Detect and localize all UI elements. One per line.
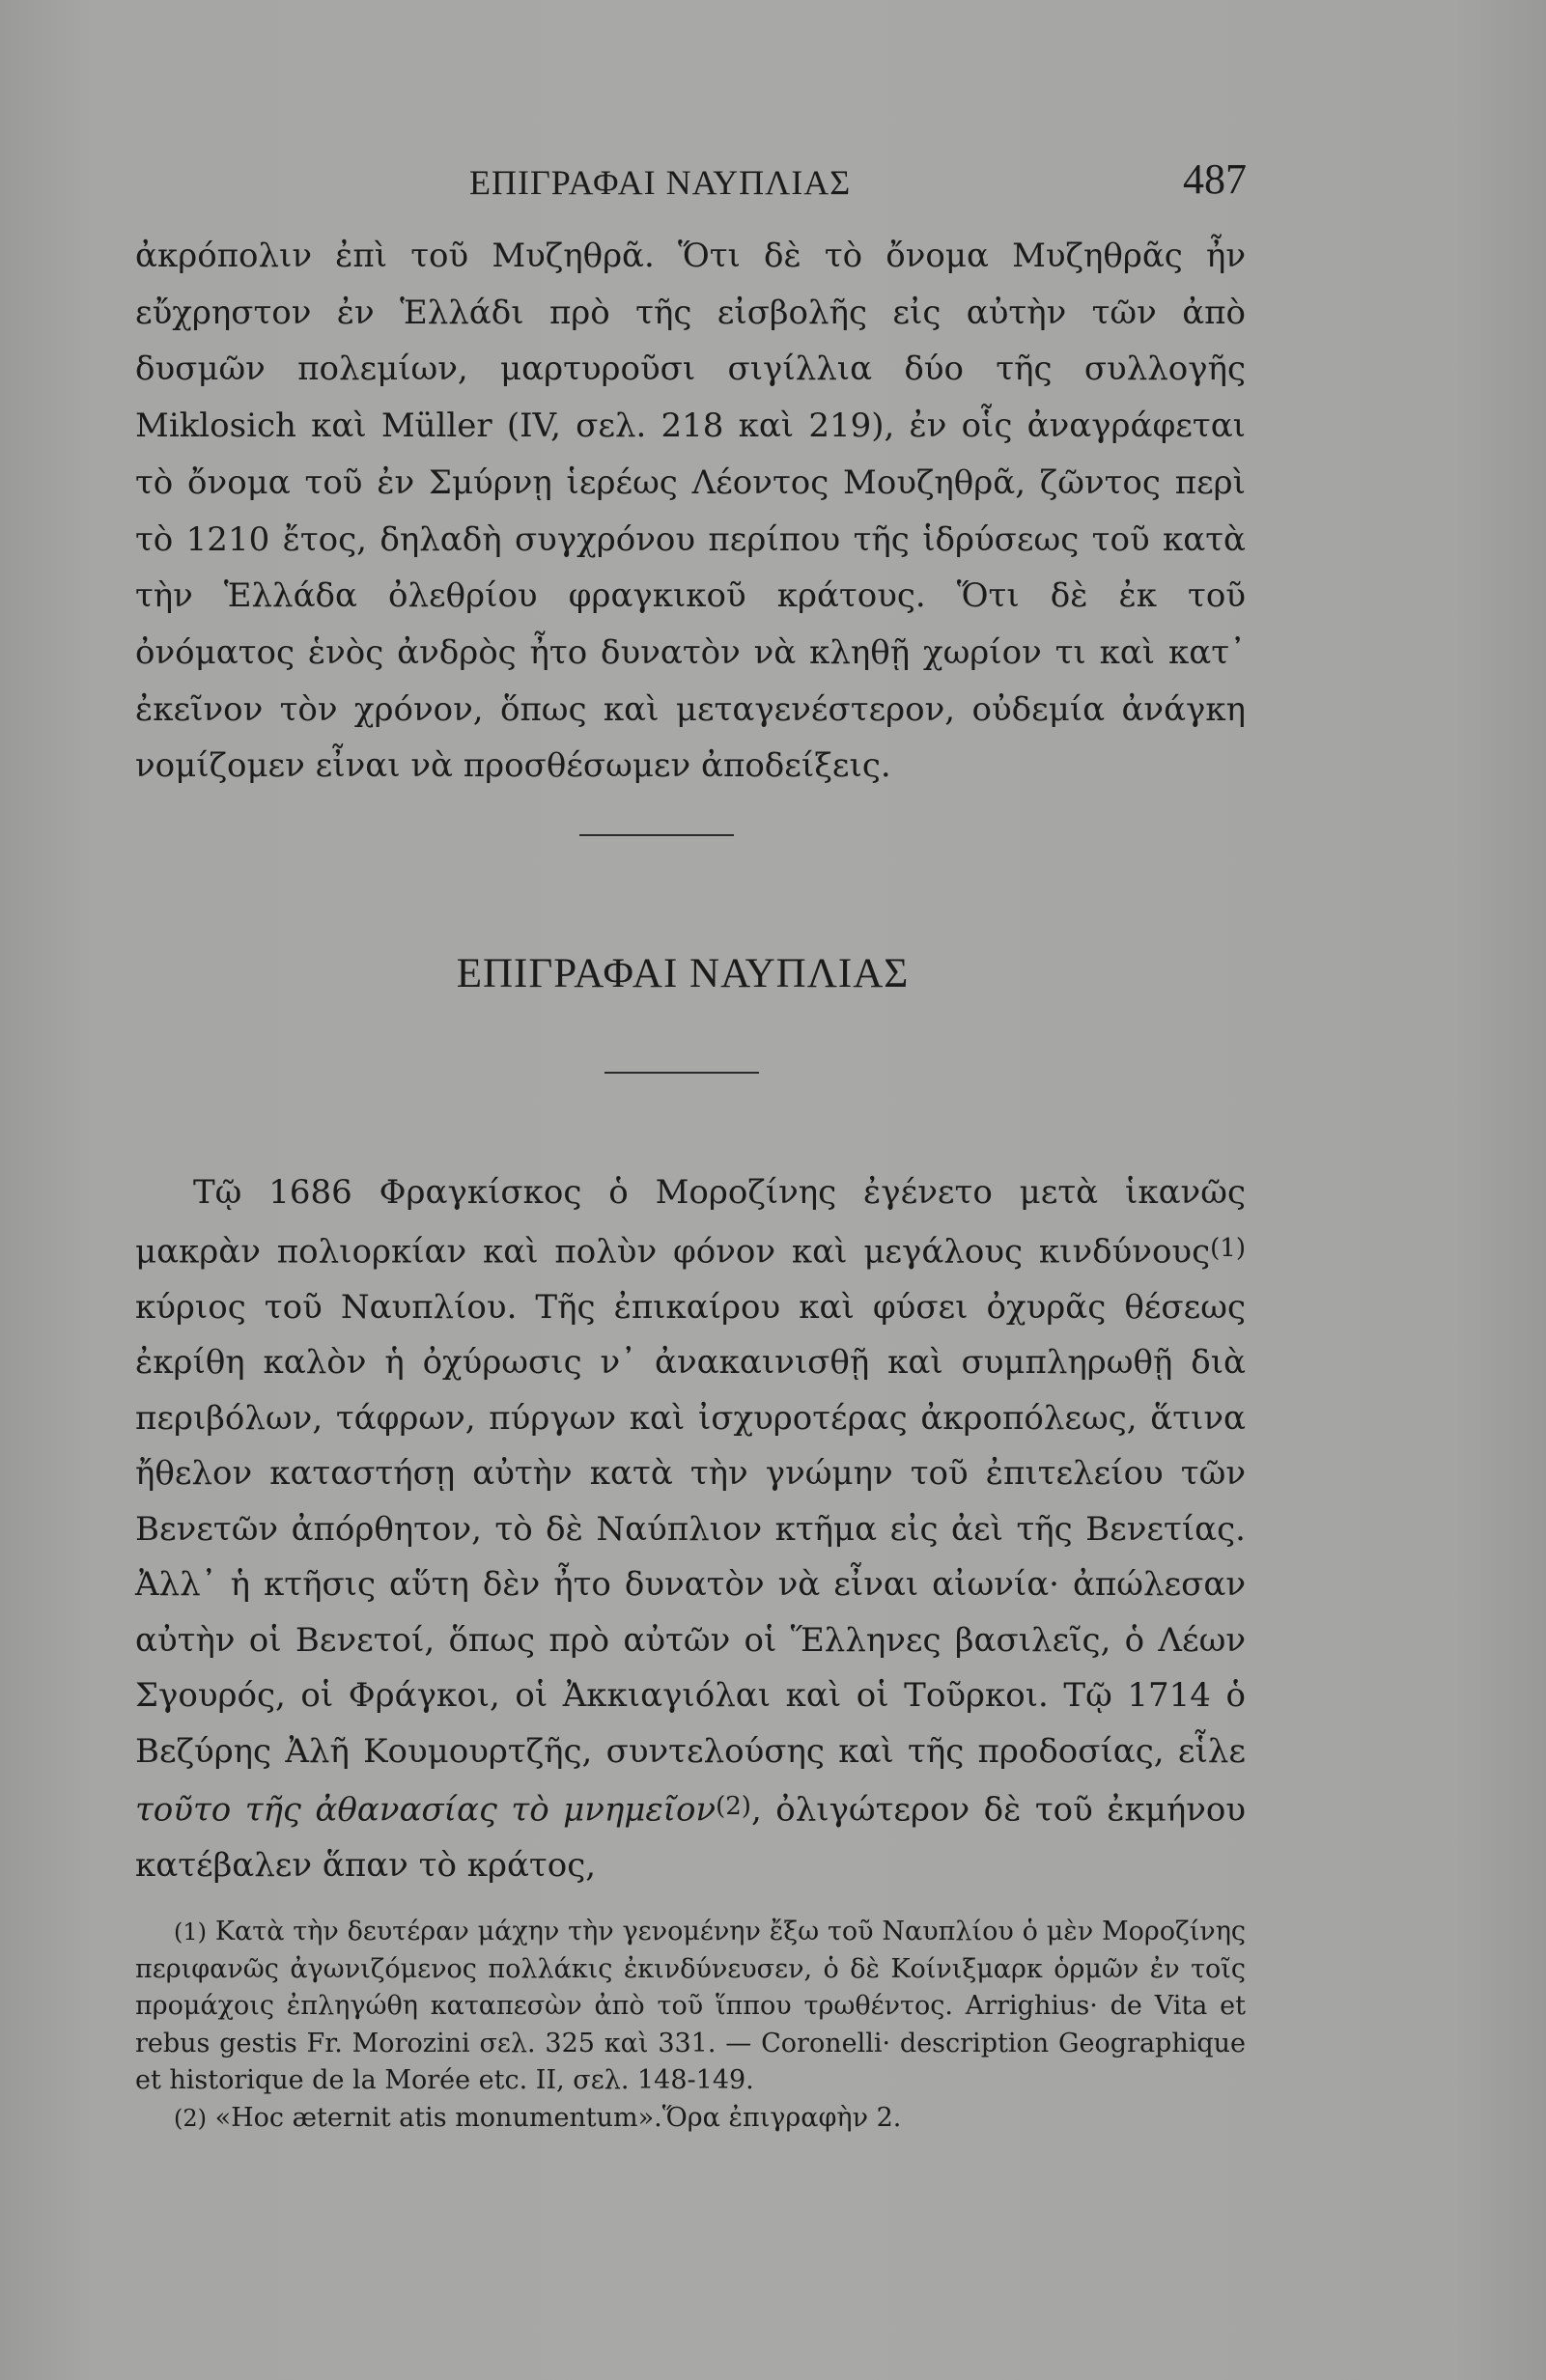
footnote-reference-2: (2) [716,1792,751,1821]
paragraph-continued: ἀκρόπολιν ἐπὶ τοῦ Μυζηθρᾶ. Ὅτι δὲ τὸ ὄνομα Μυζηθρᾶς ἦν εὔχρηστον ἐν Ἑλλάδι πρὸ τῆς εἰσβολῆς εἰς αὐτὴν τῶν ἀπὸ δυσμῶν πολεμίων, μαρτυροῦσι σιγίλλια δύο τῆς συλλογῆς Miklosich καὶ Müller (IV, σελ. 218 καὶ 219), ἐν οἷς ἀναγράφεται τὸ ὄνομα τοῦ ἐν Σμύρνῃ ἱερέως Λέοντος Μουζηθρᾶ, ζῶντος περὶ τὸ 1210 ἔτος, δηλαδὴ συγχρόνου περίπου τῆς ἱδρύσεως τοῦ κατὰ τὴν Ἑλλάδα ὀλεθρίου φραγκικοῦ κράτους. Ὅτι δὲ ἐκ τοῦ ὀνόματος ἑνὸς ἀνδρὸς ἦτο δυνατὸν νὰ κληθῇ χωρίον τι καὶ κατ᾽ ἐκεῖνον τὸν χρόνον, ὅπως καὶ μεταγενέστερον, οὐδεμία ἀνάγκη νομίζομεν εἶναι νὰ προσθέσωμεν ἀποδείξεις. [135,237,1246,786]
section-title: ΕΠΙΓΡΑΦΑΙ ΝΑΥΠΛΙΑΣ [456,951,910,996]
section-rule-top [579,834,734,836]
paragraph-text: , ὀλιγώτερον δὲ τοῦ ἐκμήνου κατέβαλεν ἅπαν τὸ κράτος, [135,1790,1247,1885]
footnote-mark: (1) [174,1918,207,1946]
section-rule-bottom [604,1072,759,1074]
page-number: 487 [1183,155,1247,203]
footnote-text: Κατὰ τὴν δευτέραν μάχην τὴν γενομένην ἔξω τοῦ Ναυπλίου ὁ μὲν Μοροζίνης περιφανῶς ἀγωνιζόμενος πολλάκις ἐκινδύνευσεν, ὁ δὲ Κοίνιξμαρκ ὁρμῶν ἐν τοῖς προμάχοις ἐπληγώθη καταπεσὼν ἀπὸ τοῦ ἵππου τρωθέντος. Arrighius· de Vita et rebus gestis Fr. Morozini σελ. 325 καὶ 331. — Coronelli· description Geographique et historique de la Morée etc. II, σελ. 148-149. [135,1917,1246,2095]
footnotes [135,1914,1246,2137]
paragraph-text: Τῷ 1686 Φραγκίσκος ὁ Μοροζίνης ἐγένετο μετὰ ἱκανῶς μακρὰν πολιορκίαν καὶ πολὺν φόνον καὶ μεγάλους κινδύνους [135,1173,1246,1271]
running-head [0,154,1546,212]
paragraph-text: κύριος τοῦ Ναυπλίου. Τῆς ἐπικαίρου καὶ φύσει ὀχυρᾶς θέσεως ἐκρίθη καλὸν ἡ ὀχύρωσις ν᾽ ἀνακαινισθῇ καὶ συμπληρωθῇ διὰ περιβόλων, τάφρων, πύργων καὶ ἰσχυροτέρας ἀκροπόλεως, ἅτινα ἤθελον καταστήσῃ αὐτὴν κατὰ τὴν γνώμην τοῦ ἐπιτελείου τῶν Βενετῶν ἀπόρθητον, τὸ δὲ Ναύπλιον κτῆμα εἰς ἀεὶ τῆς Βενετίας. Ἀλλ᾽ ἡ κτῆσις αὕτη δὲν ἦτο δυνατὸν νὰ εἶναι αἰωνία· ἀπώλεσαν αὐτὴν οἱ Βενετοί, ὅπως πρὸ αὐτῶν οἱ Ἕλληνες βασιλεῖς, ὁ Λέων Σγουρός, οἱ Φράγκοι, οἱ Ἀκκιαγιόλαι καὶ οἱ Τοῦρκοι. Τῷ 1714 ὁ Βεζύρης Ἀλῆ Κουμουρτζῆς, συντελούσης καὶ τῆς προδοσίας, εἷλε [135,1287,1246,1771]
footnote-text: «Hoc æternit atis monumentum».Ὅρα ἐπιγραφὴν 2. [207,2102,902,2133]
footnote-2 [135,2100,1246,2138]
italic-quotation: τοῦτο τῆς ἀθανασίας τὸ μνημεῖον [135,1790,717,1830]
running-title: ΕΠΙΓΡΑΦΑΙ ΝΑΥΠΛΙΑΣ [469,163,852,202]
paragraph-main [135,1165,1246,1894]
footnote-reference-1: (1) [1210,1233,1246,1263]
footnote-1 [135,1914,1246,2100]
footnote-mark: (2) [174,2104,207,2132]
